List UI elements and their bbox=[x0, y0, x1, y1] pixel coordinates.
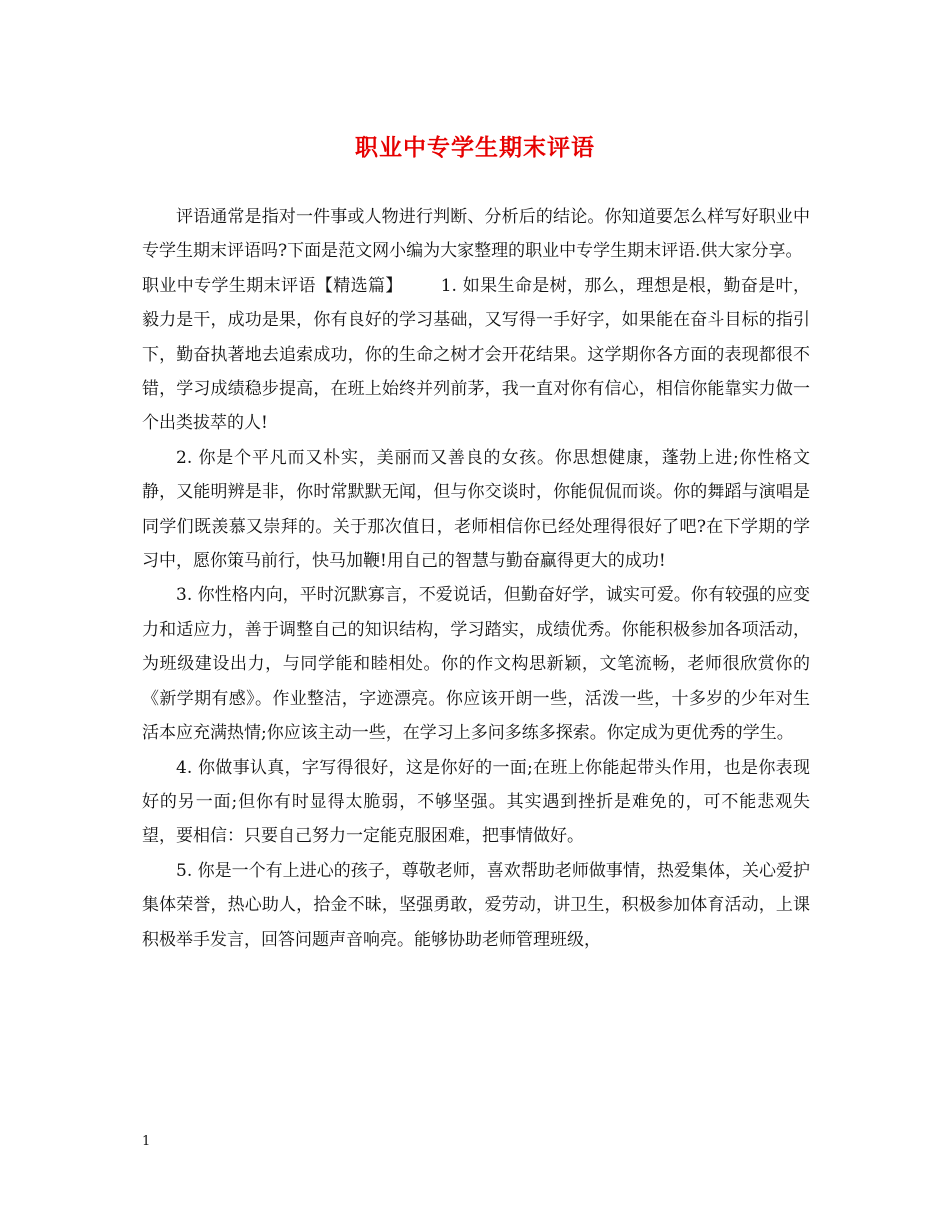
comment-text-1: 1. 如果生命是树，那么，理想是根，勤奋是叶，毅力是干，成功是果，你有良好的学习基础，又写得一手好字，如果能在奋斗目标的指引下，勤奋执著地去追索成功，你的生命之树才会开花结果。这学期你各方面的表现都很不错，学习成绩稳步提高，在班上始终并列前茅，我一直对你有信心，相信你能靠实力做一个出类拔萃的人! bbox=[142, 275, 810, 434]
comment-paragraph-5: 5. 你是一个有上进心的孩子，尊敬老师，喜欢帮助老师做事情，热爱集体，关心爱护集体荣誉，热心助人，拾金不昧，坚强勇敢，爱劳动，讲卫生，积极参加体育活动，上课积极举手发言，回答问题声音响亮。能够协助老师管理班级， bbox=[142, 860, 810, 950]
document-body bbox=[142, 200, 810, 957]
intro-paragraph: 评语通常是指对一件事或人物进行判断、分析后的结论。你知道要怎么样写好职业中专学生期末评语吗?下面是范文网小编为大家整理的职业中专学生期末评语.供大家分享。 bbox=[142, 207, 810, 262]
document-title: 职业中专学生期末评语 bbox=[355, 134, 595, 161]
page-number: 1 bbox=[142, 1134, 151, 1149]
comment-paragraph-4: 4. 你做事认真，字写得很好，这是你好的一面;在班上你能起带头作用，也是你表现好的另一面;但你有时显得太脆弱，不够坚强。其实遇到挫折是难免的，可不能悲观失望，要相信：只要自己努力一定能克服困难，把事情做好。 bbox=[142, 757, 810, 847]
section-label: 职业中专学生期末评语【精选篇】 bbox=[142, 275, 403, 296]
comment-paragraph-3: 3. 你性格内向，平时沉默寡言，不爱说话，但勤奋好学，诚实可爱。你有较强的应变力和适应力，善于调整自己的知识结构，学习踏实，成绩优秀。你能积极参加各项活动，为班级建设出力，与同学能和睦相处。你的作文构思新颖，文笔流畅，老师很欣赏你的《新学期有感》。作业整洁，字迹漂亮。你应该开朗一些，活泼一些，十多岁的少年对生活本应充满热情;你应该主动一些，在学习上多问多练多探索。你定成为更优秀的学生。 bbox=[142, 585, 810, 744]
comment-paragraph-1 bbox=[142, 269, 810, 441]
comment-paragraph-2: 2. 你是个平凡而又朴实，美丽而又善良的女孩。你思想健康，蓬勃上进;你性格文静，又能明辨是非，你时常默默无闻，但与你交谈时，你能侃侃而谈。你的舞蹈与演唱是同学们既羡慕又崇拜的。关于那次值日，老师相信你已经处理得很好了吧?在下学期的学习中，愿你策马前行，快马加鞭!用自己的智慧与勤奋赢得更大的成功! bbox=[142, 447, 810, 572]
